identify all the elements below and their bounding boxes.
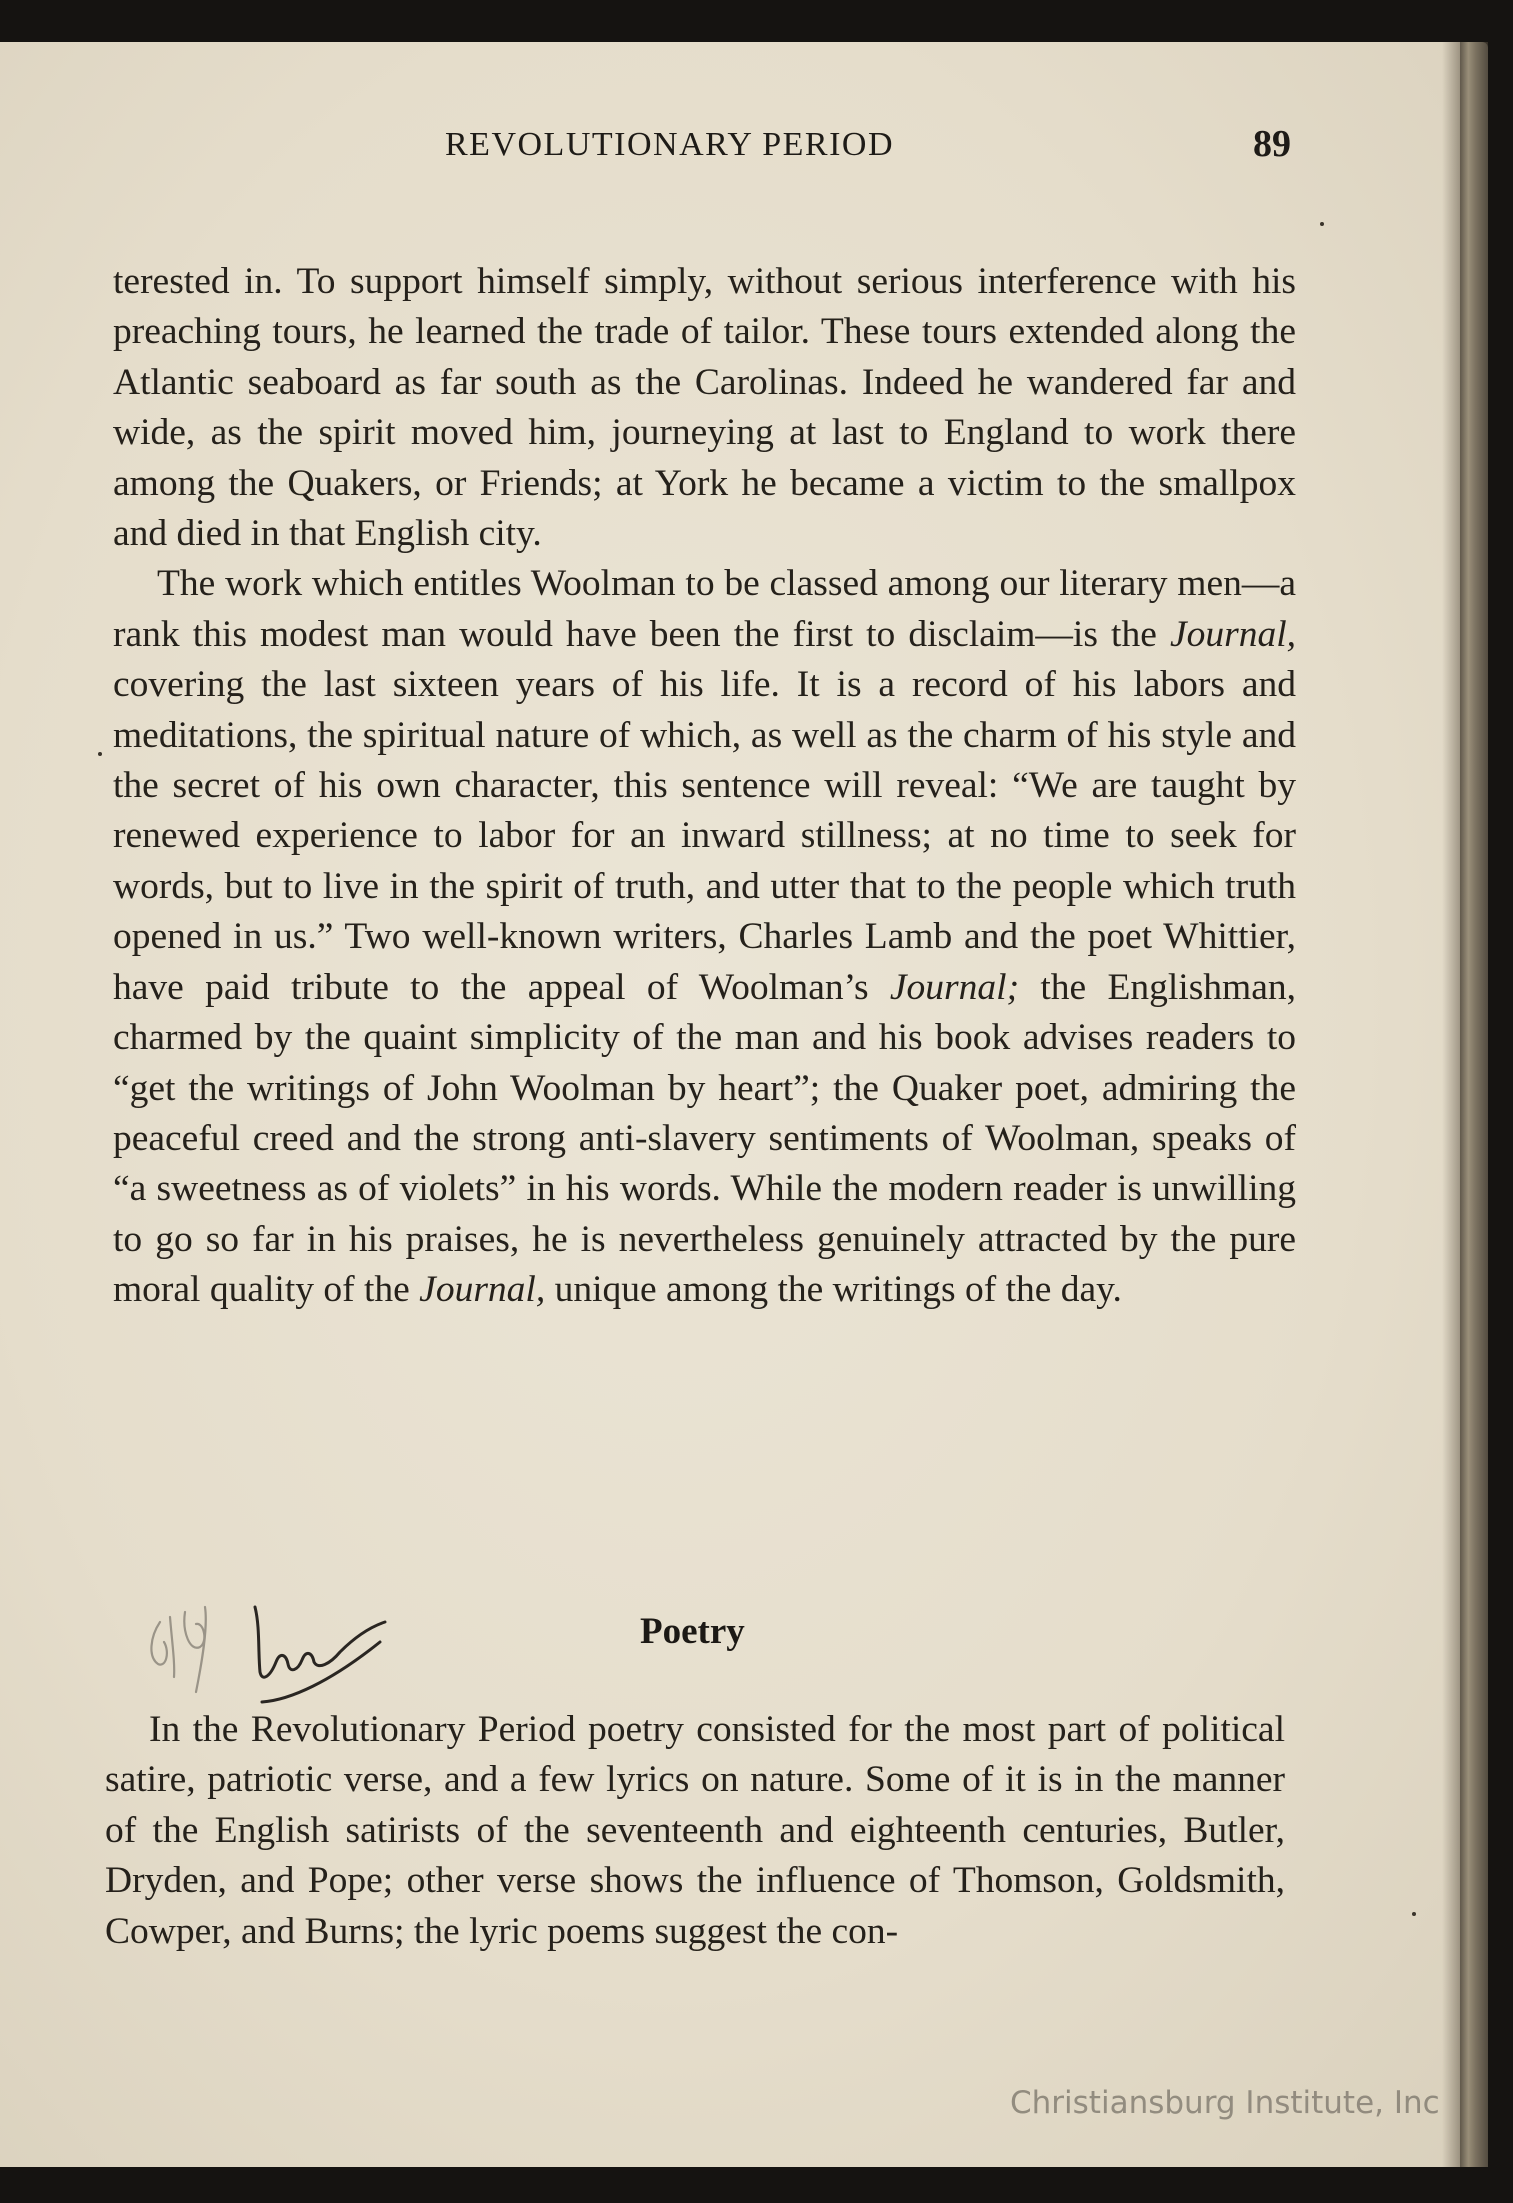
- paragraph-2-part-3: the Englishman, charmed by the quaint simplicity of the man and his book advises readers to “get the writings of John Woolman by heart”; the Quaker poet, admiring the peaceful creed and the strong anti-slavery sentiments of Woolman, speaks of “a sweetness as of violets” in his words. While the modern reader is unwilling to go so far in his praises, he is nevertheless genuinely attracted by the pure moral quality of the: [113, 966, 1296, 1311]
- poetry-text: [105, 1705, 1285, 1957]
- page-stack-edge: [1460, 42, 1488, 2167]
- paragraph-1: terested in. To support himself simply, without serious interference with his preaching tours, he learned the trade of tailor. These tours extended along the Atlantic seaboard as far south as the Carolinas. Indeed he wandered far and wide, as the spirit moved him, journeying at last to England to work there among the Quakers, or Friends; at York he became a victim to the smallpox and died in that English city.: [113, 261, 1296, 555]
- paragraph-2-part-2: covering the last sixteen years of his life. It is a record of his labors and meditations, the spiritual nature of which, as well as the charm of his style and the secret of his own character, this sentence will reveal: “We are taught by renewed experience to labor for an inward stillness; at no time to seek for words, but to live in the spirit of truth, and utter that to the people which truth opened in us.” Two well-known writers, Charles Lamb and the poet Whittier, have paid tribute to the appeal of Woolman’s: [113, 664, 1296, 1008]
- running-head: REVOLUTIONARY PERIOD: [445, 126, 895, 163]
- journal-title-2: Journal;: [889, 966, 1020, 1008]
- journal-title-3: Journal,: [419, 1269, 546, 1311]
- poetry-heading-block: [110, 1572, 1300, 1722]
- paragraph-2-part-1: The work which entitles Woolman to be classed among our literary men—a rank this modest man would have been the first to disclaim—is the: [113, 563, 1296, 655]
- section-heading: Poetry: [640, 1611, 745, 1652]
- journal-title-1: Journal,: [1169, 613, 1296, 655]
- page-header: [0, 123, 1310, 186]
- paper-speck: [1320, 222, 1324, 226]
- page-gutter-shadow: [1442, 42, 1460, 2167]
- paragraph-2: [113, 559, 1296, 1315]
- paragraph-2-part-4: unique among the writings of the day.: [545, 1269, 1122, 1311]
- main-text: [113, 257, 1296, 1316]
- paper-speck: [1412, 1912, 1416, 1916]
- watermark: Christiansburg Institute, Inc: [1010, 2085, 1440, 2121]
- paper-speck: [98, 752, 102, 756]
- book-page: [0, 42, 1488, 2167]
- page-number: 89: [1253, 123, 1291, 165]
- poetry-paragraph: In the Revolutionary Period poetry consisted for the most part of political satire, patriotic verse, and a few lyrics on nature. Some of it is in the manner of the English satirists of the seventeenth and eighteenth centuries, Butler, Dryden, and Pope; other verse shows the influence of Thomson, Goldsmith, Cowper, and Burns; the lyric poems suggest the con-: [105, 1709, 1285, 1952]
